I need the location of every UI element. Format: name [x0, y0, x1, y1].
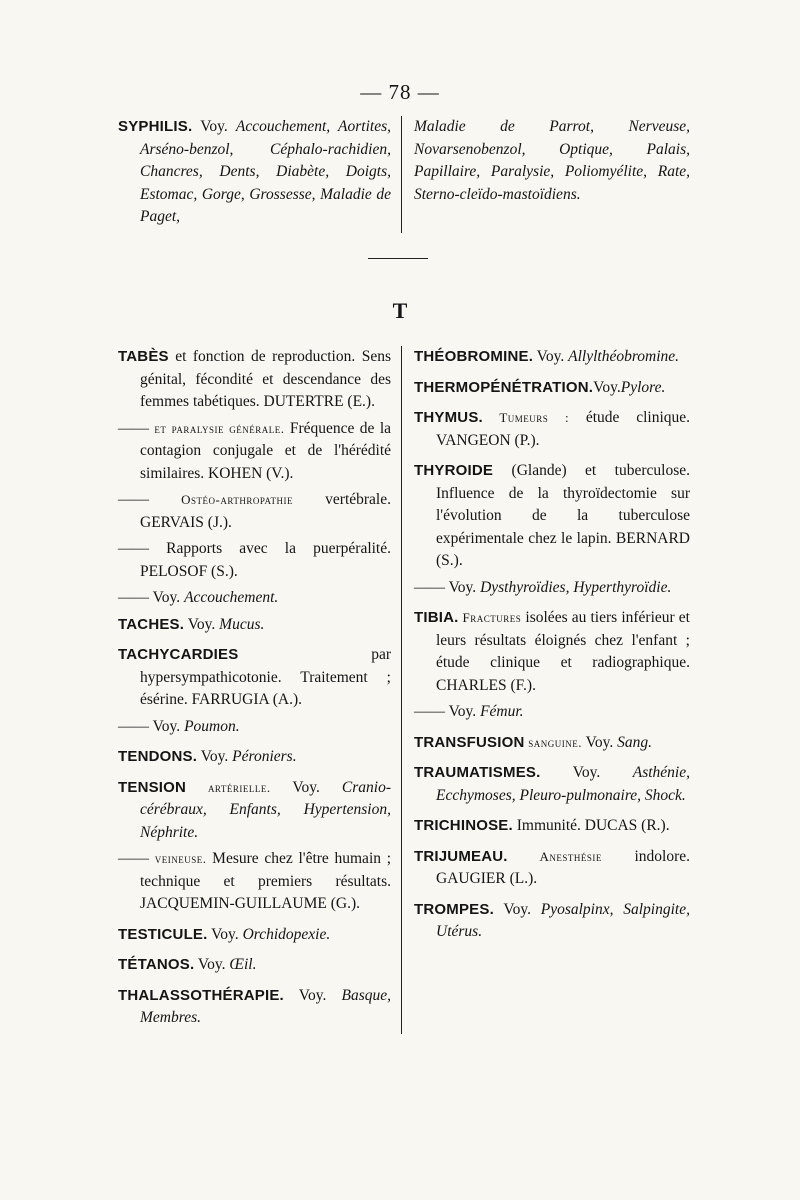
- voy-label: Voy.: [582, 733, 618, 751]
- dash: ——: [118, 589, 153, 606]
- entry-text: et fonction de reproduction. Sens génital, fécondité et descendance des femmes tabétiques. DUTERTRE (E.).: [140, 348, 391, 410]
- cross-references: Poumon.: [184, 717, 240, 735]
- voy-label: Voy.: [194, 956, 230, 973]
- entry-heading: TACHES.: [118, 615, 185, 633]
- dash: ——: [118, 419, 155, 437]
- right-column: [401, 346, 690, 1034]
- section-divider: [368, 258, 428, 259]
- voy-label: Voy.: [540, 764, 633, 781]
- entry-trompes: [414, 899, 690, 944]
- cross-references: Dysthyroïdies, Hyperthyroïdie.: [480, 578, 672, 596]
- dash: ——: [118, 491, 182, 508]
- voy-label: Voy.: [207, 925, 243, 943]
- entry-testicule: [118, 924, 391, 947]
- dash: ——: [118, 717, 153, 735]
- top-right-column: [401, 116, 690, 233]
- subheading: Ostéo-arthropathie: [181, 492, 294, 507]
- entry-trichinose: [414, 815, 690, 838]
- entry-syphilis: [118, 116, 391, 229]
- entry-tibia: [414, 607, 690, 697]
- entry-transfusion: [414, 732, 690, 755]
- syphilis-block: [118, 116, 690, 233]
- subheading: Fractures: [458, 610, 522, 625]
- entry-tabes-paralysie: [118, 418, 391, 486]
- section-letter: T: [392, 298, 408, 323]
- entry-heading: TENSION: [118, 778, 187, 796]
- entry-text: vertébrale. GERVAIS (J.).: [140, 491, 391, 531]
- cross-references: Basque, Membres.: [140, 986, 391, 1026]
- entry-heading: TABÈS: [118, 348, 169, 365]
- entry-text: Rapports avec la puerpéralité. PELOSOF (S.).: [140, 540, 391, 580]
- voy-label: Voy.: [152, 717, 185, 735]
- entry-trijumeau: [414, 846, 690, 891]
- entry-thalassotherapie: [118, 985, 391, 1030]
- entry-heading: TÉTANOS.: [118, 956, 195, 973]
- voy-label: Voy.: [192, 118, 236, 135]
- entry-heading: TIBIA.: [414, 609, 459, 626]
- entry-heading: THALASSOTHÉRAPIE.: [118, 986, 284, 1004]
- left-column: [118, 346, 401, 1034]
- entry-text: isolées au tiers inférieur et leurs résultats éloignés chez l'enfant ; étude clinique et radiographique. CHARLES (F.).: [436, 609, 690, 694]
- entry-tendons: [118, 746, 391, 769]
- voy-label: Voy.: [593, 378, 621, 396]
- entry-heading: TESTICULE.: [118, 925, 208, 943]
- entry-taches: [118, 614, 391, 637]
- entry-thyroide-voy: [414, 577, 690, 600]
- entry-heading: TRIJUMEAU.: [414, 847, 508, 865]
- entry-heading: TACHYCARDIES: [118, 646, 239, 663]
- subheading: Anesthésie: [507, 848, 602, 864]
- entry-heading: THYMUS.: [414, 409, 483, 426]
- entry-text: étude clinique. VANGEON (P.).: [436, 409, 691, 449]
- cross-references: Orchidopexie.: [242, 925, 331, 943]
- dash: ——: [414, 578, 449, 596]
- entry-heading: THÉOBROMINE.: [414, 348, 534, 365]
- entry-tachycardies-voy: [118, 716, 391, 739]
- cross-references: Allylthéobromine.: [568, 348, 680, 365]
- entry-tabes-voy: [118, 587, 391, 610]
- cross-references: Péroniers.: [232, 748, 297, 765]
- subheading: sanguine.: [524, 734, 583, 750]
- entry-tetanos: [118, 954, 391, 977]
- entry-heading: TRICHINOSE.: [414, 817, 513, 834]
- cross-references: Œil.: [229, 956, 257, 973]
- entry-thermopenetration: [414, 377, 690, 400]
- cross-references: Accouchement, Aortites, Arséno-benzol, Céphalo-rachidien, Chancres, Dents, Diabète, Doigts, Estomac, Gorge, Grossesse, Maladie de Paget,: [140, 118, 391, 225]
- voy-label: Voy.: [152, 589, 185, 606]
- dash: ——: [414, 703, 449, 720]
- cross-references: Maladie de Parrot, Nerveuse, Novarsenobenzol, Optique, Palais, Papillaire, Paralysie, Poliomyélite, Rate, Sterno-cleïdo-mastoïdiens.: [414, 118, 690, 203]
- cross-references: Mucus.: [219, 615, 265, 633]
- subheading: veineuse.: [154, 851, 207, 866]
- entry-traumatismes: [414, 762, 690, 807]
- cross-references: Pyosalpinx, Salpingite, Utérus.: [436, 900, 690, 940]
- index-columns: [118, 346, 690, 1034]
- entry-thyroide: [414, 460, 690, 573]
- entry-text: indolore. GAUGIER (L.).: [436, 847, 690, 887]
- voy-label: Voy.: [283, 986, 342, 1004]
- voy-label: Voy.: [448, 578, 481, 596]
- voy-label: Voy.: [270, 778, 342, 796]
- voy-label: Voy.: [184, 615, 220, 633]
- entry-tabes-rapports: [118, 538, 391, 583]
- voy-label: Voy.: [493, 900, 541, 918]
- entry-tabes: [118, 346, 391, 414]
- entry-heading: SYPHILIS.: [118, 118, 193, 135]
- top-left-column: [118, 116, 401, 233]
- entry-heading: TENDONS.: [118, 748, 198, 765]
- entry-heading: THERMOPÉNÉTRATION.: [414, 378, 594, 396]
- entry-heading: TRANSFUSION: [414, 733, 525, 751]
- voy-label: Voy.: [197, 748, 233, 765]
- entry-tabes-osteo: [118, 489, 391, 534]
- entry-tension-veineuse: [118, 848, 391, 916]
- dash: ——: [118, 540, 167, 557]
- subheading: artérielle.: [186, 779, 271, 795]
- entry-thymus: [414, 407, 690, 452]
- subheading: Tumeurs :: [482, 410, 570, 425]
- entry-tachycardies: [118, 644, 391, 712]
- cross-references: Sang.: [617, 733, 652, 751]
- cross-references: Asthénie, Ecchymoses, Pleuro-pulmonaire, Shock.: [436, 764, 690, 804]
- entry-heading: TROMPES.: [414, 900, 494, 918]
- page-number: — 78 —: [360, 80, 440, 104]
- cross-references: Cranio-cérébraux, Enfants, Hypertension, Néphrite.: [140, 778, 391, 841]
- entry-tension: [118, 777, 391, 845]
- entry-syphilis-continued: [414, 116, 690, 206]
- entry-tibia-voy: [414, 701, 690, 724]
- entry-text: par hypersympathicotonie. Traitement ; ésérine. FARRUGIA (A.).: [140, 646, 391, 708]
- dash: ——: [118, 850, 155, 867]
- entry-text: Mesure chez l'être humain ; technique et premiers résultats. JACQUEMIN-GUILLAUME (G.).: [140, 850, 392, 912]
- cross-references: Accouchement.: [184, 589, 279, 606]
- subheading: et paralysie générale.: [154, 420, 285, 436]
- entry-text: Immunité. DUCAS (R.).: [512, 817, 670, 834]
- entry-theobromine: [414, 346, 690, 369]
- cross-references: Pylore.: [620, 378, 666, 396]
- entry-text: Fréquence de la contagion conjugale et de l'hérédité similaires. KOHEN (V.).: [140, 419, 392, 482]
- cross-references: Fémur.: [480, 703, 524, 720]
- voy-label: Voy.: [448, 703, 481, 720]
- entry-heading: TRAUMATISMES.: [414, 764, 541, 781]
- entry-text: (Glande) et tuberculose. Influence de la thyroïdectomie sur l'évolution de la tuberculose expérimentale chez le lapin. BERNARD (S.).: [436, 462, 690, 569]
- entry-heading: THYROIDE: [414, 462, 494, 479]
- voy-label: Voy.: [533, 348, 569, 365]
